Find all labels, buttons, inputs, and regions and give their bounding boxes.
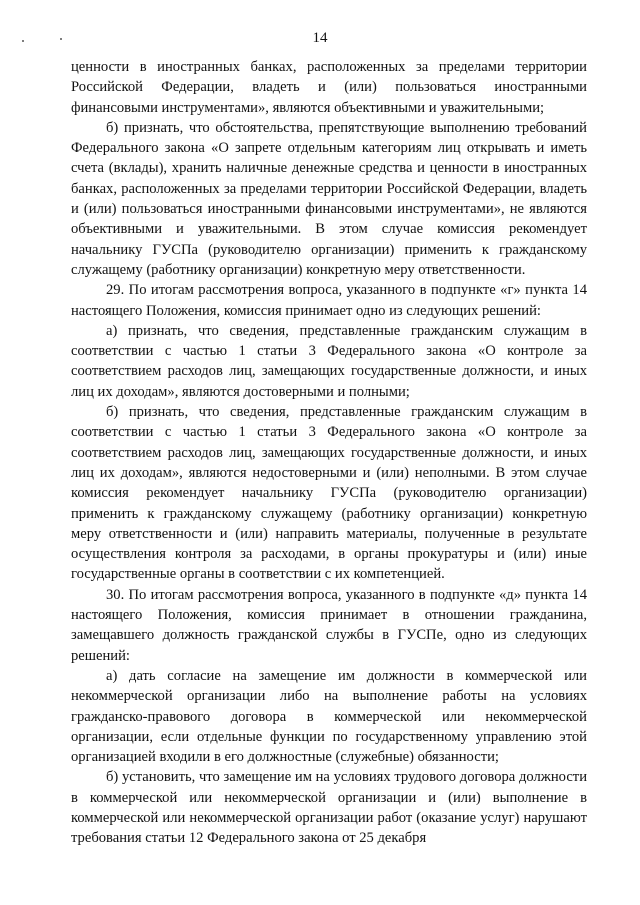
paragraph: б) установить, что замещение им на условиях трудового договора должности в коммерческой или некоммерческой организации и (или) выполнение в коммерческой или некоммерческой организации работ (оказание услуг) нарушают требования статьи 12 Федерального закона от 25 декабря [71,769,587,847]
paragraph: б) признать, что обстоятельства, препятствующие выполнению требований Федерального закона «О запрете отдельным категориям лиц открывать и иметь счета (вклады), хранить наличные денежные средства и ценности в иностранных банках, расположенных за пределами территории Российской Федерации, владеть и (или) пользоваться иностранными финансовыми инструментами», не являются объективными и уважительными. В этом случае комиссия рекомендует начальнику ГУСПа (руководителю организации) применить к гражданскому служащему (работнику организации) конкретную меру ответственности. [71,119,587,278]
paragraph: а) дать согласие на замещение им должности в коммерческой или некоммерческой организации либо на выполнение работы на условиях гражданско-правового договора в коммерческой или некоммерческой организации, если отдельные функции по государственному управлению этой организацией входили в его должностные (служебные) обязанности; [71,667,587,766]
paragraph: ценности в иностранных банках, расположенных за пределами территории Российской Федерации, владеть и (или) пользоваться иностранными финансовыми инструментами», являются объективными и уважительными; [71,59,587,116]
paragraph: 30. По итогам рассмотрения вопроса, указанного в подпункте «д» пункта 14 настоящего Положения, комиссия принимает в отношении гражданина, замещавшего должность гражданской службы в ГУСПе, одно из следующих решений: [71,586,587,664]
paragraph: 29. По итогам рассмотрения вопроса, указанного в подпункте «г» пункта 14 настоящего Положения, комиссия принимает одно из следующих решений: [71,282,587,319]
document-body [71,57,587,849]
paragraph: а) признать, что сведения, представленные гражданским служащим в соответствии с частью 1 статьи 3 Федерального закона «О контроле за соответствием расходов лиц, замещающих государственные должности, и иных лиц их доходам», являются достоверными и полными; [71,322,587,400]
paragraph: б) признать, что сведения, представленные гражданским служащим в соответствии с частью 1 статьи 3 Федерального закона «О контроле за соответствием расходов лиц, замещающих государственные должности, и иных лиц их доходам», являются недостоверными и (или) неполными. В этом случае комиссия рекомендует начальнику ГУСПа (руководителю организации) применить к гражданскому служащему (работнику организации) конкретную меру ответственности и (или) направить материалы, полученные в результате осуществления контроля за расходами, в органы прокуратуры и (или) иные государственные органы в соответствии с их компетенцией. [71,404,587,583]
page-number: 14 [312,30,328,46]
